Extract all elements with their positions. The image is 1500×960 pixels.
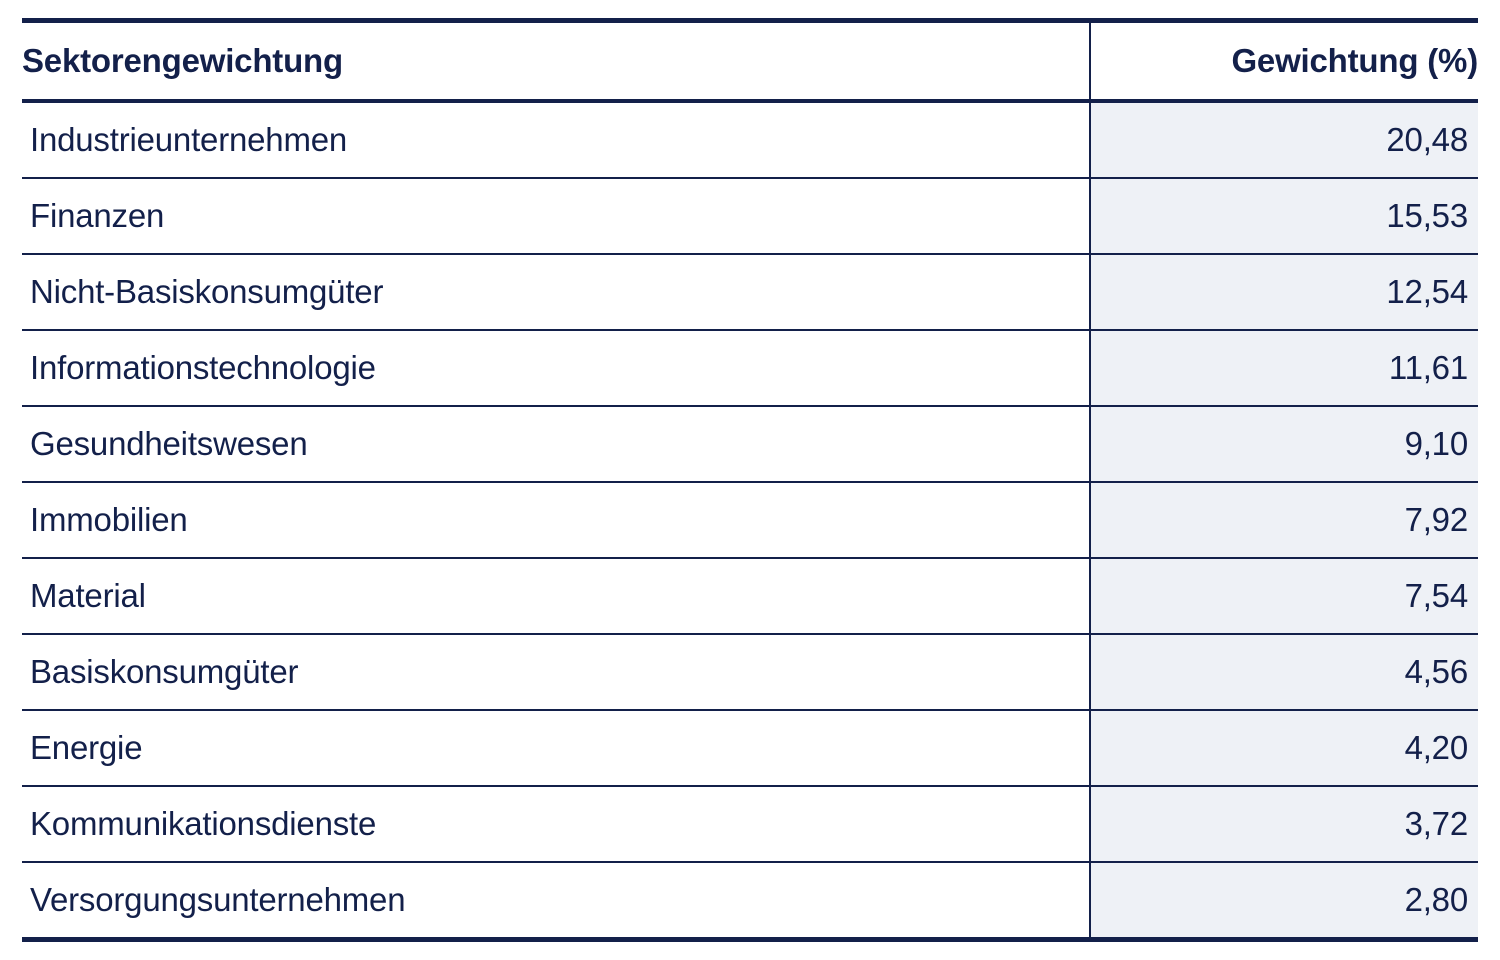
table-row <box>22 862 1478 937</box>
cell-sector-name: Industrieunternehmen <box>22 101 1090 178</box>
cell-sector-weight: 7,92 <box>1090 482 1478 558</box>
cell-sector-name: Nicht-Basiskonsumgüter <box>22 254 1090 330</box>
cell-sector-weight: 20,48 <box>1090 101 1478 178</box>
table-body <box>22 101 1478 937</box>
table-row <box>22 482 1478 558</box>
cell-sector-name: Immobilien <box>22 482 1090 558</box>
cell-sector-name: Material <box>22 558 1090 634</box>
table-row <box>22 558 1478 634</box>
cell-sector-name: Versorgungsunternehmen <box>22 862 1090 937</box>
cell-sector-name: Energie <box>22 710 1090 786</box>
cell-sector-name: Basiskonsumgüter <box>22 634 1090 710</box>
column-header-weight: Gewichtung (%) <box>1090 21 1478 102</box>
cell-sector-weight: 4,20 <box>1090 710 1478 786</box>
cell-sector-name: Finanzen <box>22 178 1090 254</box>
cell-sector-weight: 4,56 <box>1090 634 1478 710</box>
cell-sector-weight: 3,72 <box>1090 786 1478 862</box>
cell-sector-weight: 9,10 <box>1090 406 1478 482</box>
sector-weighting-table <box>22 18 1478 937</box>
table-header <box>22 21 1478 102</box>
cell-sector-weight: 12,54 <box>1090 254 1478 330</box>
cell-sector-weight: 2,80 <box>1090 862 1478 937</box>
cell-sector-name: Gesundheitswesen <box>22 406 1090 482</box>
table-header-row <box>22 21 1478 102</box>
column-header-sector: Sektorengewichtung <box>22 21 1090 102</box>
table-row <box>22 406 1478 482</box>
table-row <box>22 786 1478 862</box>
table-row <box>22 330 1478 406</box>
cell-sector-name: Kommunikationsdienste <box>22 786 1090 862</box>
table-row <box>22 634 1478 710</box>
table-row <box>22 178 1478 254</box>
cell-sector-weight: 7,54 <box>1090 558 1478 634</box>
table-row <box>22 254 1478 330</box>
cell-sector-weight: 11,61 <box>1090 330 1478 406</box>
cell-sector-name: Informationstechnologie <box>22 330 1090 406</box>
table-bottom-rule <box>22 937 1478 942</box>
cell-sector-weight: 15,53 <box>1090 178 1478 254</box>
table-row <box>22 710 1478 786</box>
table-row <box>22 101 1478 178</box>
